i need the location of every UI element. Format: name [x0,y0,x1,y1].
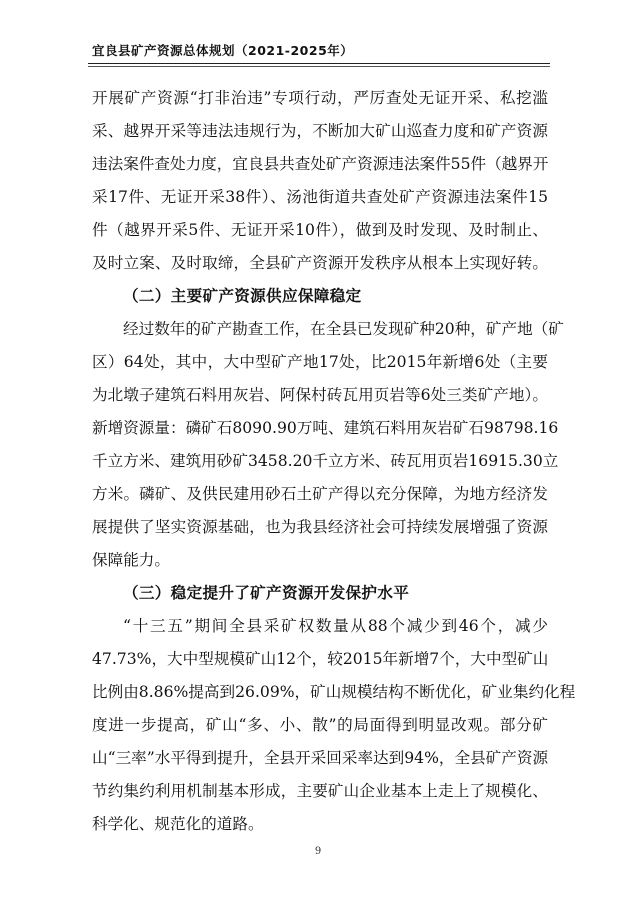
body-line: 山“三率”水平得到提升，全县开采回采率达到94%，全县矿产资源 [92,749,549,767]
body-line: “十三五”期间全县采矿权数量从88个减少到46个，减少 [123,617,548,635]
body-line: 违法案件查处力度，宜良县共查处矿产资源违法案件55件（越界开 [92,155,549,173]
page-number: 9 [314,846,322,857]
section-heading: （三）稳定提升了矿产资源开发保护水平 [123,584,410,602]
body-line: 开展矿产资源“打非治违”专项行动，严厉查处无证开采、私挖滥 [92,89,548,107]
body-line: 采17件、无证开采38件）、汤池街道共查处矿产资源违法案件15 [92,188,548,206]
body-line: 经过数年的矿产勘查工作，在全县已发现矿种20种，矿产地（矿 [123,320,564,338]
body-line: 为北墩子建筑石料用灰岩、阿保村砖瓦用页岩等6处三类矿产地）。 [92,386,548,404]
body-line: 47.73%，大中型规模矿山12个，较2015年新增7个，大中型矿山 [92,650,549,668]
body-line: 展提供了坚实资源基础，也为我县经济社会可持续发展增强了资源 [92,518,548,536]
header-rule [88,63,550,64]
header-rule-thin [88,66,550,67]
body-line: 新增资源量：磷矿石8090.90万吨、建筑石料用灰岩矿石98798.16 [92,419,559,437]
body-line: 千立方米、建筑用砂矿3458.20千立方米、砖瓦用页岩16915.30立 [92,452,559,470]
body-line: 件（越界开采5件、无证开采10件），做到及时发现、及时制止、 [92,221,548,239]
body-line: 方米。磷矿、及供民建用砂石土矿产得以充分保障，为地方经济发 [92,485,548,503]
body-line: 节约集约利用机制基本形成，主要矿山企业基本上走上了规模化、 [92,782,548,800]
body-line: 采、越界开采等违法违规行为，不断加大矿山巡查力度和矿产资源 [92,122,548,140]
body-line: 比例由8.86%提高到26.09%，矿山规模结构不断优化，矿业集约化程 [92,683,576,701]
running-header: 宜良县矿产资源总体规划（2021-2025年） [92,43,354,58]
body-line: 区）64处，其中，大中型矿产地17处，比2015年新增6处（主要 [92,353,548,371]
body-line: 度进一步提高，矿山“多、小、散”的局面得到明显改观。部分矿 [92,716,548,734]
body-line: 及时立案、及时取缔，全县矿产资源开发秩序从根本上实现好转。 [92,254,548,272]
body-line: 科学化、规范化的道路。 [92,815,264,833]
body-line: 保障能力。 [92,551,170,569]
section-heading: （二）主要矿产资源供应保障稳定 [123,287,362,305]
